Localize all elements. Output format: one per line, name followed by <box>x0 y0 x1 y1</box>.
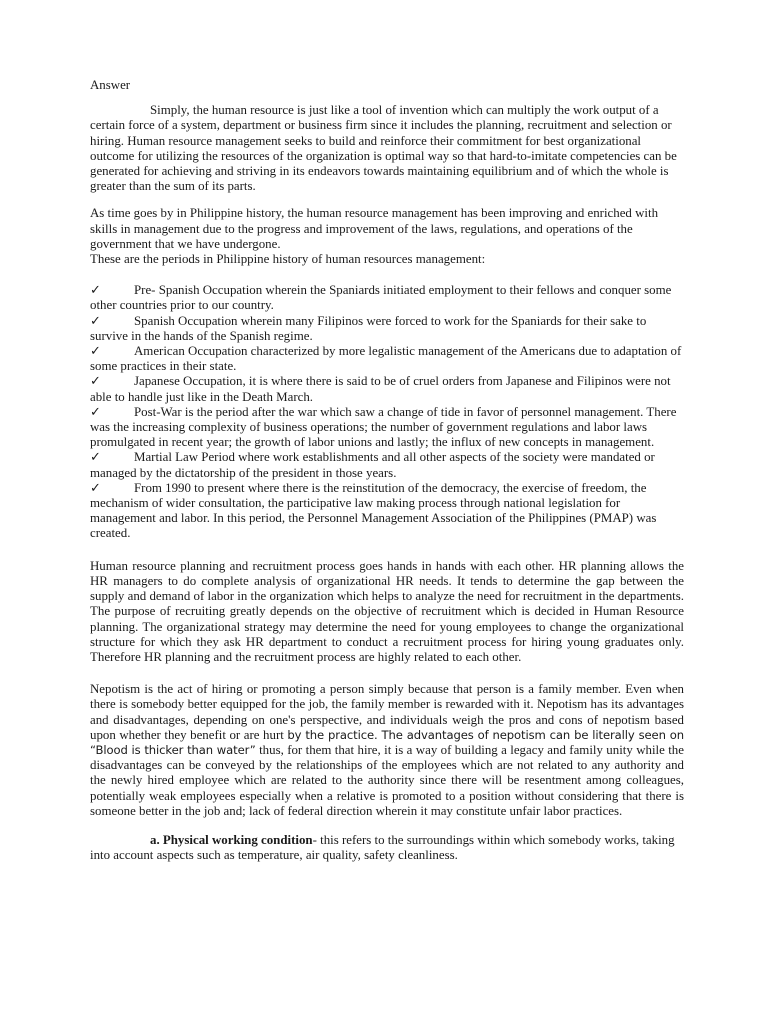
periods-intro: These are the periods in Philippine history of human resources management: <box>90 252 486 267</box>
period-text: Pre- Spanish Occupation wherein the Spaniards initiated employment to their fellows and conquer some other countries prior to our country. <box>90 283 672 313</box>
list-item <box>90 314 684 344</box>
list-item <box>90 283 684 313</box>
check-icon: ✓ <box>90 374 101 389</box>
check-icon: ✓ <box>90 450 101 465</box>
nepotism-text-part-2: by the practice. The advantages of nepotism can be literally seen on “Blood is thicker than water” <box>90 727 684 757</box>
nepotism-text-part-1: Nepotism is the act of hiring or promoting a person simply because that person is a family member. Even when there is somebody better equipped for the job, the family member is rewarded with it. Nepotism has its advantages and disadvantages, depending on one's perspective, and individuals weigh the pros and cons of nepotism based upon whether they benefit or are hurt <box>90 682 684 742</box>
history-paragraph: As time goes by in Philippine history, the human resource management has been improving and enriched with skills in management due to the progress and improvement of the laws, regulations, and operations of the government that we have undergone. <box>90 206 659 251</box>
list-item <box>90 405 684 451</box>
period-text: Spanish Occupation wherein many Filipinos were forced to work for the Spaniards for their sake to survive in the hands of the Spanish regime. <box>90 313 647 343</box>
list-item <box>90 481 684 542</box>
check-icon: ✓ <box>90 283 101 298</box>
intro-paragraph: Simply, the human resource is just like a tool of invention which can multiply the work output of a certain force of a system, department or business firm since it includes the planning, recruitment and selection or hiring. Human resource management seeks to build and reinforce their commitment for best organizational outcome for utilizing the resources of the organization is optimal way so that hard-to-imitate competencies can be generated for achieving and striving in its endeavors towards maintaining equilibrium and of which the whole is greater than the sum of its parts. <box>90 103 677 194</box>
nepotism-text-part-3: thus, for them that hire, it is a way of building a legacy and family unity while the disadvantages can be conveyed by the relationships of the employees which are not related to any authority and the newly hired employee which are related to the authority since there will be resentment among colleagues, potentially weak employees especially when a relative is promoted to a position without considering that there is someone better in the job and; lack of federal direction wherein it may constitute unfair labor practices. <box>90 742 684 818</box>
period-text: Japanese Occupation, it is where there is said to be of cruel orders from Japanese and Filipinos were not able to handle just like in the Death March. <box>90 374 671 404</box>
list-item <box>90 374 684 404</box>
physical-condition-paragraph <box>90 833 684 863</box>
period-text: Martial Law Period where work establishments and all other aspects of the society were mandated or managed by the dictatorship of the president in those years. <box>90 450 655 480</box>
period-text: From 1990 to present where there is the reinstitution of the democracy, the exercise of freedom, the mechanism of wider consultation, the participative law making process through national legislation for management and labor. In this period, the Personnel Management Association of the Philippines (PMAP) was created. <box>90 480 657 541</box>
document-page <box>90 78 684 863</box>
physical-condition-body: - this refers to the surroundings within which somebody works, taking into account aspects such as temperature, air quality, safety cleanliness. <box>90 832 675 863</box>
check-icon: ✓ <box>90 313 101 328</box>
periods-list <box>90 283 684 541</box>
list-item <box>90 450 684 480</box>
list-item <box>90 344 684 374</box>
check-icon: ✓ <box>90 480 101 495</box>
nepotism-paragraph <box>90 682 684 819</box>
check-icon: ✓ <box>90 404 101 419</box>
period-text: Post-War is the period after the war which saw a change of tide in favor of personnel management. There was the increasing complexity of business operations; the number of government regulations and labor laws promulgated in recent year; the growth of labor unions and lastly; the influx of new concepts in management. <box>90 404 677 450</box>
period-text: American Occupation characterized by more legalistic management of the Americans due to adaptation of some practices in their state. <box>90 344 682 374</box>
hr-planning-paragraph: Human resource planning and recruitment process goes hands in hands with each other. HR planning allows the HR managers to do complete analysis of organizational HR needs. It tends to determine the gap between the supply and demand of labor in the organization which helps to analyze the need for recruitment in the departments. The purpose of recruiting greatly depends on the objective of recruitment which is decided in Human Resource planning. The organizational strategy may determine the need for young employees to change the organizational structure for which they ask HR department to conduct a recruitment process for hiring young graduates only. Therefore HR planning and the recruitment process are highly related to each other. <box>90 558 684 664</box>
answer-heading: Answer <box>90 78 131 92</box>
check-icon: ✓ <box>90 344 101 359</box>
physical-condition-title: a. Physical working condition <box>150 832 313 847</box>
